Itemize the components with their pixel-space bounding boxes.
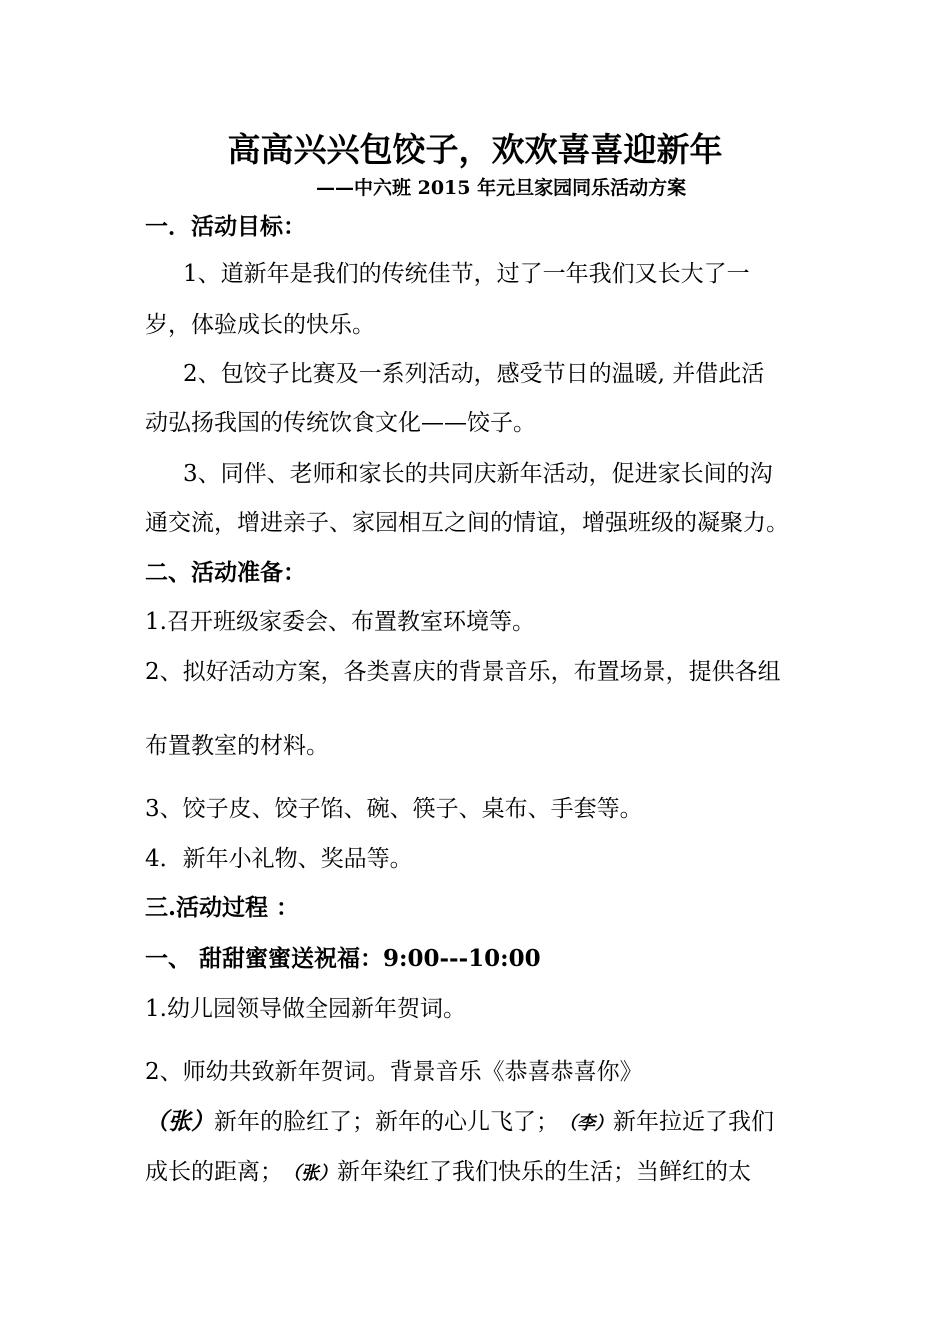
speaker-label-zhang: （张） bbox=[145, 1108, 214, 1135]
document-title: 高高兴兴包饺子，欢欢喜喜迎新年 bbox=[227, 130, 723, 169]
goal-3-line-1: 3、同伴、老师和家长的共同庆新年活动，促进家长间的沟 bbox=[183, 461, 773, 487]
section-heading-goals: 一．活动目标： bbox=[145, 213, 306, 240]
goal-2-line-2: 动弘扬我国的传统饮食文化——饺子。 bbox=[145, 410, 536, 436]
speaker-label-zhang: （张） bbox=[283, 1163, 337, 1184]
speaker-label-li: （李） bbox=[559, 1113, 613, 1134]
speech-text: 新年拉近了我们 bbox=[613, 1109, 774, 1135]
goal-1-line-2: 岁，体验成长的快乐。 bbox=[145, 312, 375, 338]
speech-line-1 bbox=[145, 1107, 774, 1139]
section-heading-process: 三.活动过程 ： bbox=[145, 894, 300, 921]
goal-2-line-1: 2、包饺子比赛及一系列活动，感受节日的温暖, 并借此活 bbox=[183, 361, 765, 387]
process-step-1: 1.幼儿园领导做全园新年贺词。 bbox=[145, 996, 466, 1022]
speech-text: 新年的脸红了；新年的心儿飞了； bbox=[214, 1109, 559, 1135]
document-subtitle: ——中六班 2015 年元旦家园同乐活动方案 bbox=[316, 177, 687, 199]
part-1-heading: 一、 甜甜蜜蜜送祝福：9:00---10:00 bbox=[145, 945, 541, 972]
prep-item-1: 1.召开班级家委会、布置教室环境等。 bbox=[145, 609, 535, 635]
goal-3-line-2: 通交流，增进亲子、家园相互之间的情谊，增强班级的凝聚力。 bbox=[145, 510, 789, 536]
speech-line-2 bbox=[145, 1157, 751, 1189]
prep-item-3: 3、饺子皮、饺子馅、碗、筷子、桌布、手套等。 bbox=[145, 796, 643, 822]
speech-text: 新年染红了我们快乐的生活；当鲜红的太 bbox=[337, 1159, 751, 1185]
goal-1-line-1: 1、道新年是我们的传统佳节，过了一年我们又长大了一 bbox=[183, 261, 750, 287]
process-step-2: 2、师幼共致新年贺词。背景音乐《恭喜恭喜你》 bbox=[145, 1059, 643, 1085]
speech-text: 成长的距离； bbox=[145, 1159, 283, 1185]
prep-item-2-line-2: 布置教室的材料。 bbox=[145, 733, 329, 759]
section-heading-preparation: 二、活动准备： bbox=[145, 559, 306, 586]
prep-item-4: 4．新年小礼物、奖品等。 bbox=[145, 846, 413, 872]
prep-item-2-line-1: 2、拟好活动方案，各类喜庆的背景音乐，布置场景，提供各组 bbox=[145, 659, 781, 685]
